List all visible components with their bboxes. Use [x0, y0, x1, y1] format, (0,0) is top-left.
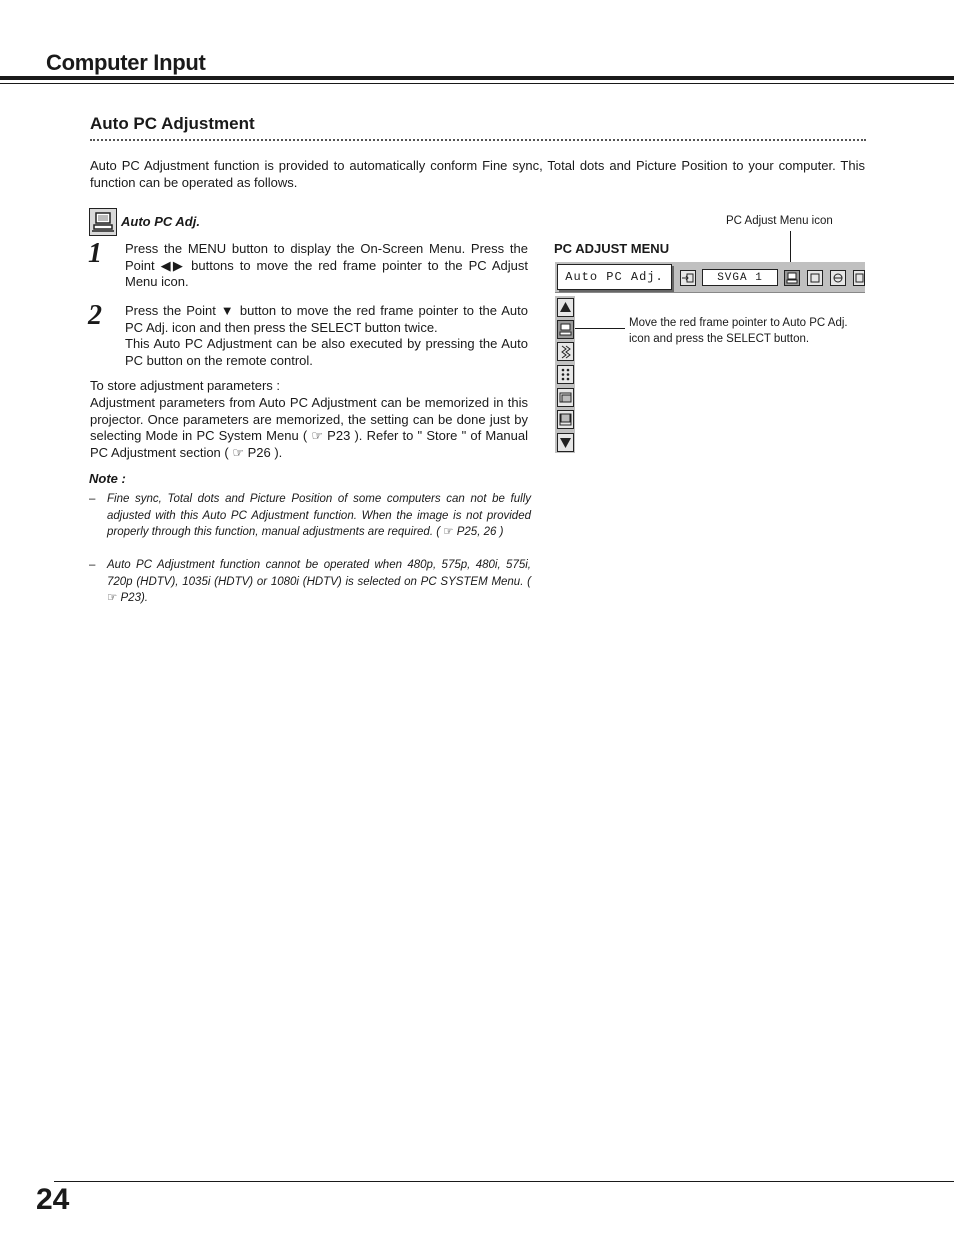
note-item — [89, 491, 531, 541]
callout-leader-side — [575, 328, 625, 329]
callout-pc-adjust-icon: PC Adjust Menu icon — [726, 215, 833, 227]
header-rule — [0, 76, 954, 80]
page-number: 24 — [36, 1183, 70, 1216]
horizontal-position-icon[interactable] — [557, 388, 574, 407]
note-text: Auto PC Adjustment function cannot be operated when 480p, 575p, 480i, 575i, 720p (HDTV), 1035i (HDTV) or 1080i (HDTV) is selected on PC SYSTEM Menu. ( ☞ P23). — [107, 559, 531, 604]
page-title: Computer Input — [46, 50, 206, 75]
scroll-up-icon[interactable] — [557, 298, 574, 317]
store-heading: To store adjustment parameters : — [90, 378, 281, 393]
note-dash: – — [89, 493, 96, 505]
mode-value-box: SVGA 1 — [702, 269, 778, 286]
image-adjust-icon[interactable] — [830, 270, 846, 286]
total-dots-icon[interactable] — [557, 365, 574, 384]
image-select-icon[interactable] — [807, 270, 823, 286]
menu-heading: PC ADJUST MENU — [554, 241, 670, 256]
menu-item-auto-pc-adj[interactable]: Auto PC Adj. — [557, 264, 672, 290]
note-text: Fine sync, Total dots and Picture Position of some computers can not be fully adjusted with this Auto PC Adjustment function. When the image is not provided properly through this function, manual adjustments are required. ( ☞ P25, 26 ) — [107, 493, 531, 538]
note-dash: – — [89, 559, 96, 571]
store-body: Adjustment parameters from Auto PC Adjustment can be memorized in this projector. Once parameters are memorized, the setting can be done just by selecting Mode in PC System Menu ( ☞ P23 ). Refer to " Store " of Manual PC Adjustment section ( ☞ P26 ). — [90, 395, 528, 460]
pc-adjust-menu-icon[interactable] — [784, 270, 800, 286]
scroll-down-icon[interactable] — [557, 433, 574, 452]
step-2-text-extra: This Auto PC Adjustment can be also executed by pressing the Auto PC button on the remote control. — [125, 336, 528, 368]
note-heading: Note : — [89, 471, 126, 486]
auto-pc-adj-submenu-icon[interactable] — [557, 320, 574, 339]
auto-pc-adj-icon — [89, 208, 117, 236]
step-2-text: Press the Point ▼ button to move the red frame pointer to the Auto PC Adj. icon and then press the SELECT button twice. — [125, 303, 528, 335]
callout-move-pointer: Move the red frame pointer to Auto PC Adj. icon and press the SELECT button. — [629, 317, 848, 345]
function-label: Auto PC Adj. — [121, 214, 200, 229]
step-number-2: 2 — [88, 300, 102, 331]
intro-paragraph: Auto PC Adjustment function is provided to automatically conform Fine sync, Total dots and Picture Position to your computer. This function can be operated as follows. — [90, 158, 865, 190]
step-number-1: 1 — [88, 238, 102, 269]
fine-sync-icon[interactable] — [557, 342, 574, 361]
vertical-position-icon[interactable] — [557, 410, 574, 429]
section-title: Auto PC Adjustment — [90, 114, 255, 133]
dotted-divider — [90, 139, 866, 141]
footer-rule — [54, 1181, 954, 1182]
note-item — [89, 557, 531, 607]
header-rule-thin — [0, 83, 954, 84]
input-icon[interactable] — [680, 270, 696, 286]
step-1-text: Press the MENU button to display the On-Screen Menu. Press the Point ◀▶ buttons to move the red frame pointer to the PC Adjust Menu icon. — [125, 241, 528, 289]
screen-icon[interactable] — [853, 270, 865, 286]
